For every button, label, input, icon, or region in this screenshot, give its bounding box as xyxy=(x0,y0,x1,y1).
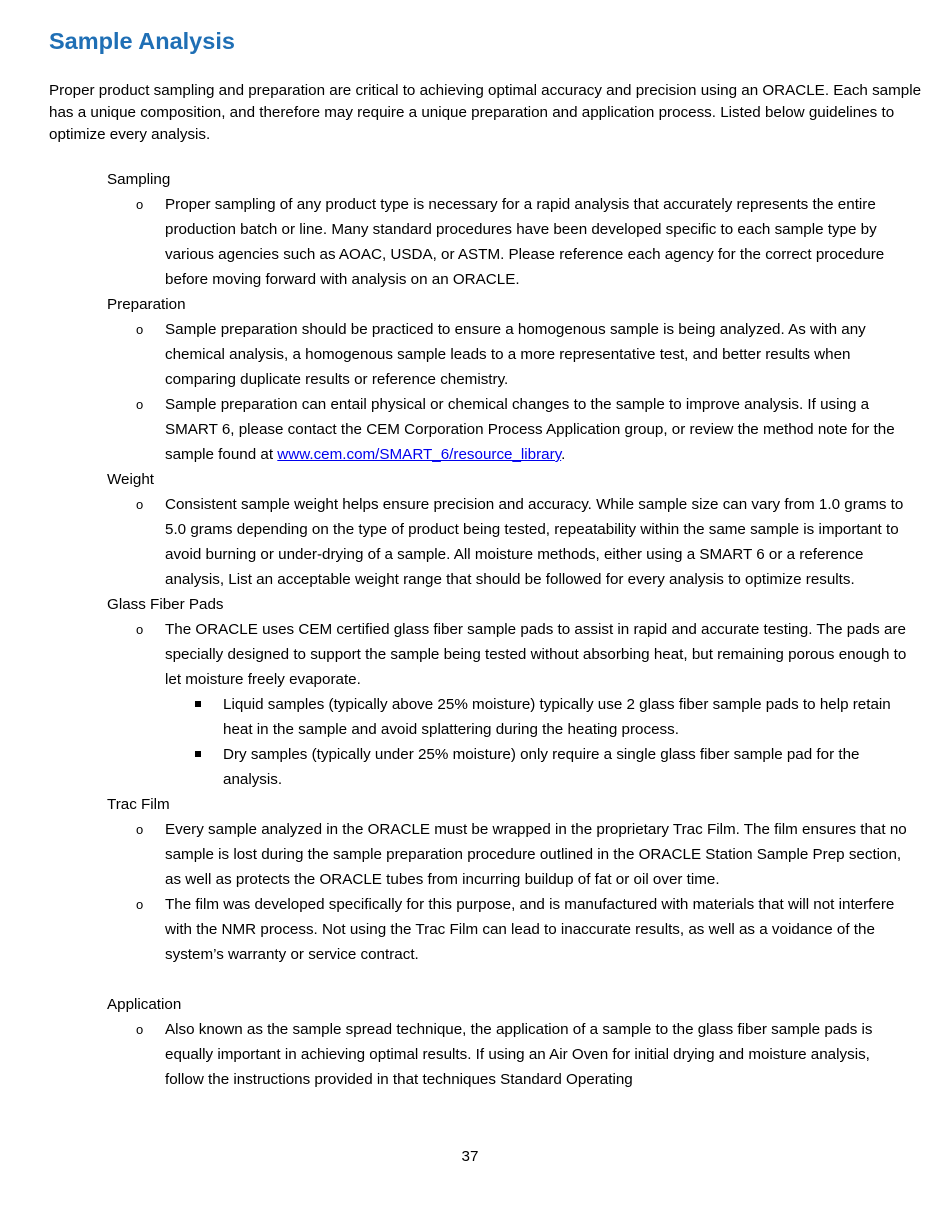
section-heading-trac-film: Trac Film xyxy=(107,796,170,813)
list-item xyxy=(136,392,907,467)
list-item-text: The ORACLE uses CEM certified glass fiber sample pads to assist in rapid and accurate testing. The pads are specially designed to support the sample being tested without absorbing heat, but remaining porous enough to let moisture freely evaporate. xyxy=(165,621,907,688)
section-heading-application: Application xyxy=(107,996,182,1013)
section-heading-weight: Weight xyxy=(107,471,154,488)
weight-list xyxy=(107,492,907,592)
list-item-text: Sample preparation should be practiced to ensure a homogenous sample is being analyzed. As with any chemical analysis, a homogenous sample leads to a more representative test, and better results when comparing duplicate results or reference chemistry. xyxy=(165,321,866,388)
list-item-text: Consistent sample weight helps ensure precision and accuracy. While sample size can vary from 1.0 grams to 5.0 grams depending on the type of product being tested, repeatability within the same sample is important to avoid burning or under-drying of a sample. All moisture methods, either using a SMART 6 or a reference analysis, List an acceptable weight range that should be followed for every analysis to optimize results. xyxy=(165,496,904,588)
sub-list-item xyxy=(223,692,907,742)
square-bullet-icon xyxy=(195,701,201,707)
page-number: 37 xyxy=(461,1148,479,1165)
list-item-end: . xyxy=(561,446,566,463)
sampling-list xyxy=(107,192,907,292)
list-item-text: The film was developed specifically for this purpose, and is manufactured with materials that will not interfere with the NMR process. Not using the Trac Film can lead to inaccurate results, as well as a voidance of the system’s warranty or service contract. xyxy=(165,896,895,963)
glass-fiber-pads-list xyxy=(107,617,907,792)
sub-list-item xyxy=(223,742,907,792)
list-item xyxy=(136,317,907,392)
hollow-bullet-icon: o xyxy=(136,622,144,637)
section-heading-sampling: Sampling xyxy=(107,171,171,188)
hollow-bullet-icon: o xyxy=(136,322,144,337)
section-heading-glass-fiber-pads: Glass Fiber Pads xyxy=(107,596,224,613)
list-item xyxy=(136,492,907,592)
page-title: Sample Analysis xyxy=(49,28,235,54)
glass-fiber-pads-sublist xyxy=(165,692,907,792)
section-heading-preparation: Preparation xyxy=(107,296,186,313)
trac-film-list xyxy=(107,817,907,967)
list-item-text: Also known as the sample spread technique, the application of a sample to the glass fiber sample pads is equally important in achieving optimal results. If using an Air Oven for initial drying and moisture analysis, follow the instructions provided in that techniques Standard Operating xyxy=(165,1021,873,1088)
hollow-bullet-icon: o xyxy=(136,397,144,412)
hollow-bullet-icon: o xyxy=(136,822,144,837)
list-item-text: Every sample analyzed in the ORACLE must be wrapped in the proprietary Trac Film. The film ensures that no sample is lost during the sample preparation procedure outlined in the ORACLE Station Sample Prep section, as well as protects the ORACLE tubes from incurring buildup of fat or oil over time. xyxy=(165,821,907,888)
list-item xyxy=(136,617,907,792)
list-item xyxy=(136,192,907,292)
list-item xyxy=(136,892,907,967)
list-item xyxy=(136,1017,907,1092)
list-item xyxy=(136,817,907,892)
resource-library-link[interactable]: www.cem.com/SMART_6/resource_library xyxy=(277,446,562,463)
hollow-bullet-icon: o xyxy=(136,1022,144,1037)
preparation-list xyxy=(107,317,907,467)
sub-list-item-text: Liquid samples (typically above 25% moisture) typically use 2 glass fiber sample pads to help retain heat in the sample and avoid splattering during the heating process. xyxy=(223,696,891,738)
intro-paragraph: Proper product sampling and preparation are critical to achieving optimal accuracy and precision using an ORACLE. Each sample has a unique composition, and therefore may require a unique preparation and application process. Listed below guidelines to optimize every analysis. xyxy=(49,82,922,143)
hollow-bullet-icon: o xyxy=(136,497,144,512)
application-list xyxy=(107,1017,907,1092)
list-item-text: Sample preparation can entail physical or chemical changes to the sample to improve analysis. If using a SMART 6, please contact the CEM Corporation Process Application group, or review the method note for the sample found at xyxy=(165,396,895,463)
hollow-bullet-icon: o xyxy=(136,197,144,212)
hollow-bullet-icon: o xyxy=(136,897,144,912)
sub-list-item-text: Dry samples (typically under 25% moisture) only require a single glass fiber sample pad for the analysis. xyxy=(223,746,860,788)
guidelines-body xyxy=(107,167,907,1092)
list-item-text: Proper sampling of any product type is necessary for a rapid analysis that accurately represents the entire production batch or line. Many standard procedures have been developed specific to each sample type by various agencies such as AOAC, USDA, or ASTM. Please reference each agency for the correct procedure before moving forward with analysis on an ORACLE. xyxy=(165,196,885,288)
square-bullet-icon xyxy=(195,751,201,757)
